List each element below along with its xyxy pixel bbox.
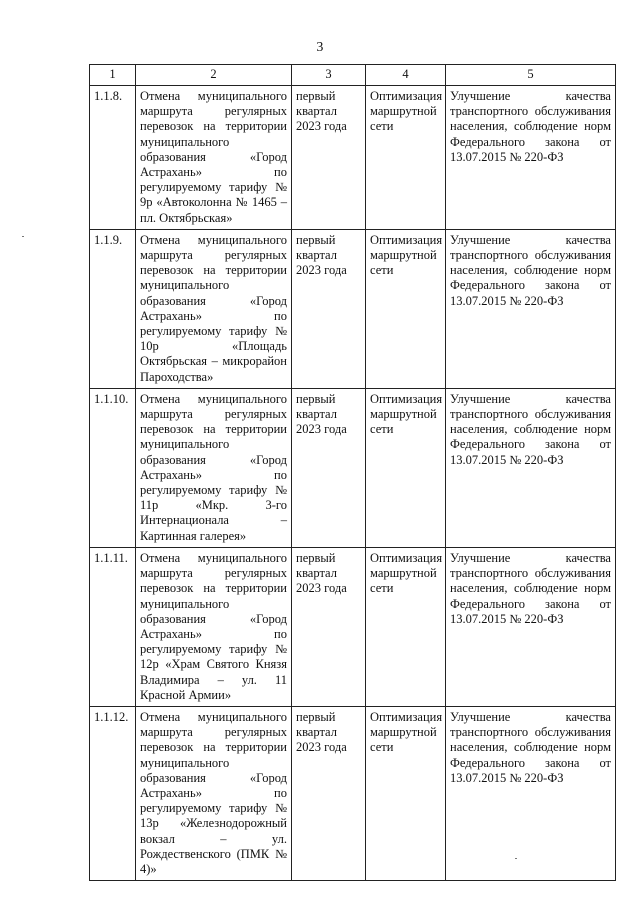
scan-speck (22, 236, 24, 237)
row-description: Отмена муниципального маршрута регулярных перевозок на территории муниципального образования «Город Астрахань» по регулируемому тарифу № 11р «Мкр. 3-го Интернационала – Картинная галерея» (136, 388, 292, 547)
row-period: первый квартал 2023 года (292, 706, 366, 880)
row-description: Отмена муниципального маршрута регулярных перевозок на территории муниципального образования «Город Астрахань» по регулируемому тарифу № 10р «Площадь Октябрьская – микрорайон Пароходства» (136, 229, 292, 388)
page-number: 3 (316, 40, 324, 55)
row-number: 1.1.8. (90, 86, 136, 230)
row-description: Отмена муниципального маршрута регулярных перевозок на территории муниципального образования «Город Астрахань» по регулируемому тарифу № 9р «Автоколонна № 1465 – пл. Октябрьская» (136, 86, 292, 230)
row-period: первый квартал 2023 года (292, 229, 366, 388)
row-period: первый квартал 2023 года (292, 388, 366, 547)
scan-speck (515, 858, 517, 859)
column-header-result: 5 (446, 65, 616, 86)
row-result: Улучшение качества транспортного обслуживания населения, соблюдение норм Федерального закона от 13.07.2015 № 220-ФЗ (446, 706, 616, 880)
measures-table (89, 64, 616, 881)
row-result: Улучшение качества транспортного обслуживания населения, соблюдение норм Федерального закона от 13.07.2015 № 220-ФЗ (446, 86, 616, 230)
row-period: первый квартал 2023 года (292, 86, 366, 230)
row-goal: Оптимизация маршрутной сети (366, 706, 446, 880)
row-description: Отмена муниципального маршрута регулярных перевозок на территории муниципального образования «Город Астрахань» по регулируемому тарифу № 12р «Храм Святого Князя Владимира – ул. 11 Красной Армии» (136, 547, 292, 706)
column-header-number: 1 (90, 65, 136, 86)
row-goal: Оптимизация маршрутной сети (366, 86, 446, 230)
table-row (90, 706, 616, 880)
column-header-goal: 4 (366, 65, 446, 86)
row-goal: Оптимизация маршрутной сети (366, 547, 446, 706)
table-row (90, 388, 616, 547)
row-number: 1.1.10. (90, 388, 136, 547)
row-result: Улучшение качества транспортного обслуживания населения, соблюдение норм Федерального закона от 13.07.2015 № 220-ФЗ (446, 388, 616, 547)
table-row (90, 229, 616, 388)
row-result: Улучшение качества транспортного обслуживания населения, соблюдение норм Федерального закона от 13.07.2015 № 220-ФЗ (446, 547, 616, 706)
row-period: первый квартал 2023 года (292, 547, 366, 706)
table-header (90, 65, 616, 86)
row-description: Отмена муниципального маршрута регулярных перевозок на территории муниципального образования «Город Астрахань» по регулируемому тарифу № 13р «Железнодорожный вокзал – ул. Рождественского (ПМК № 4)» (136, 706, 292, 880)
row-goal: Оптимизация маршрутной сети (366, 388, 446, 547)
row-result: Улучшение качества транспортного обслуживания населения, соблюдение норм Федерального закона от 13.07.2015 № 220-ФЗ (446, 229, 616, 388)
column-header-description: 2 (136, 65, 292, 86)
column-header-period: 3 (292, 65, 366, 86)
table-body (90, 86, 616, 881)
table-header-row (90, 65, 616, 86)
row-goal: Оптимизация маршрутной сети (366, 229, 446, 388)
row-number: 1.1.9. (90, 229, 136, 388)
table-row (90, 547, 616, 706)
row-number: 1.1.12. (90, 706, 136, 880)
table-row (90, 86, 616, 230)
row-number: 1.1.11. (90, 547, 136, 706)
